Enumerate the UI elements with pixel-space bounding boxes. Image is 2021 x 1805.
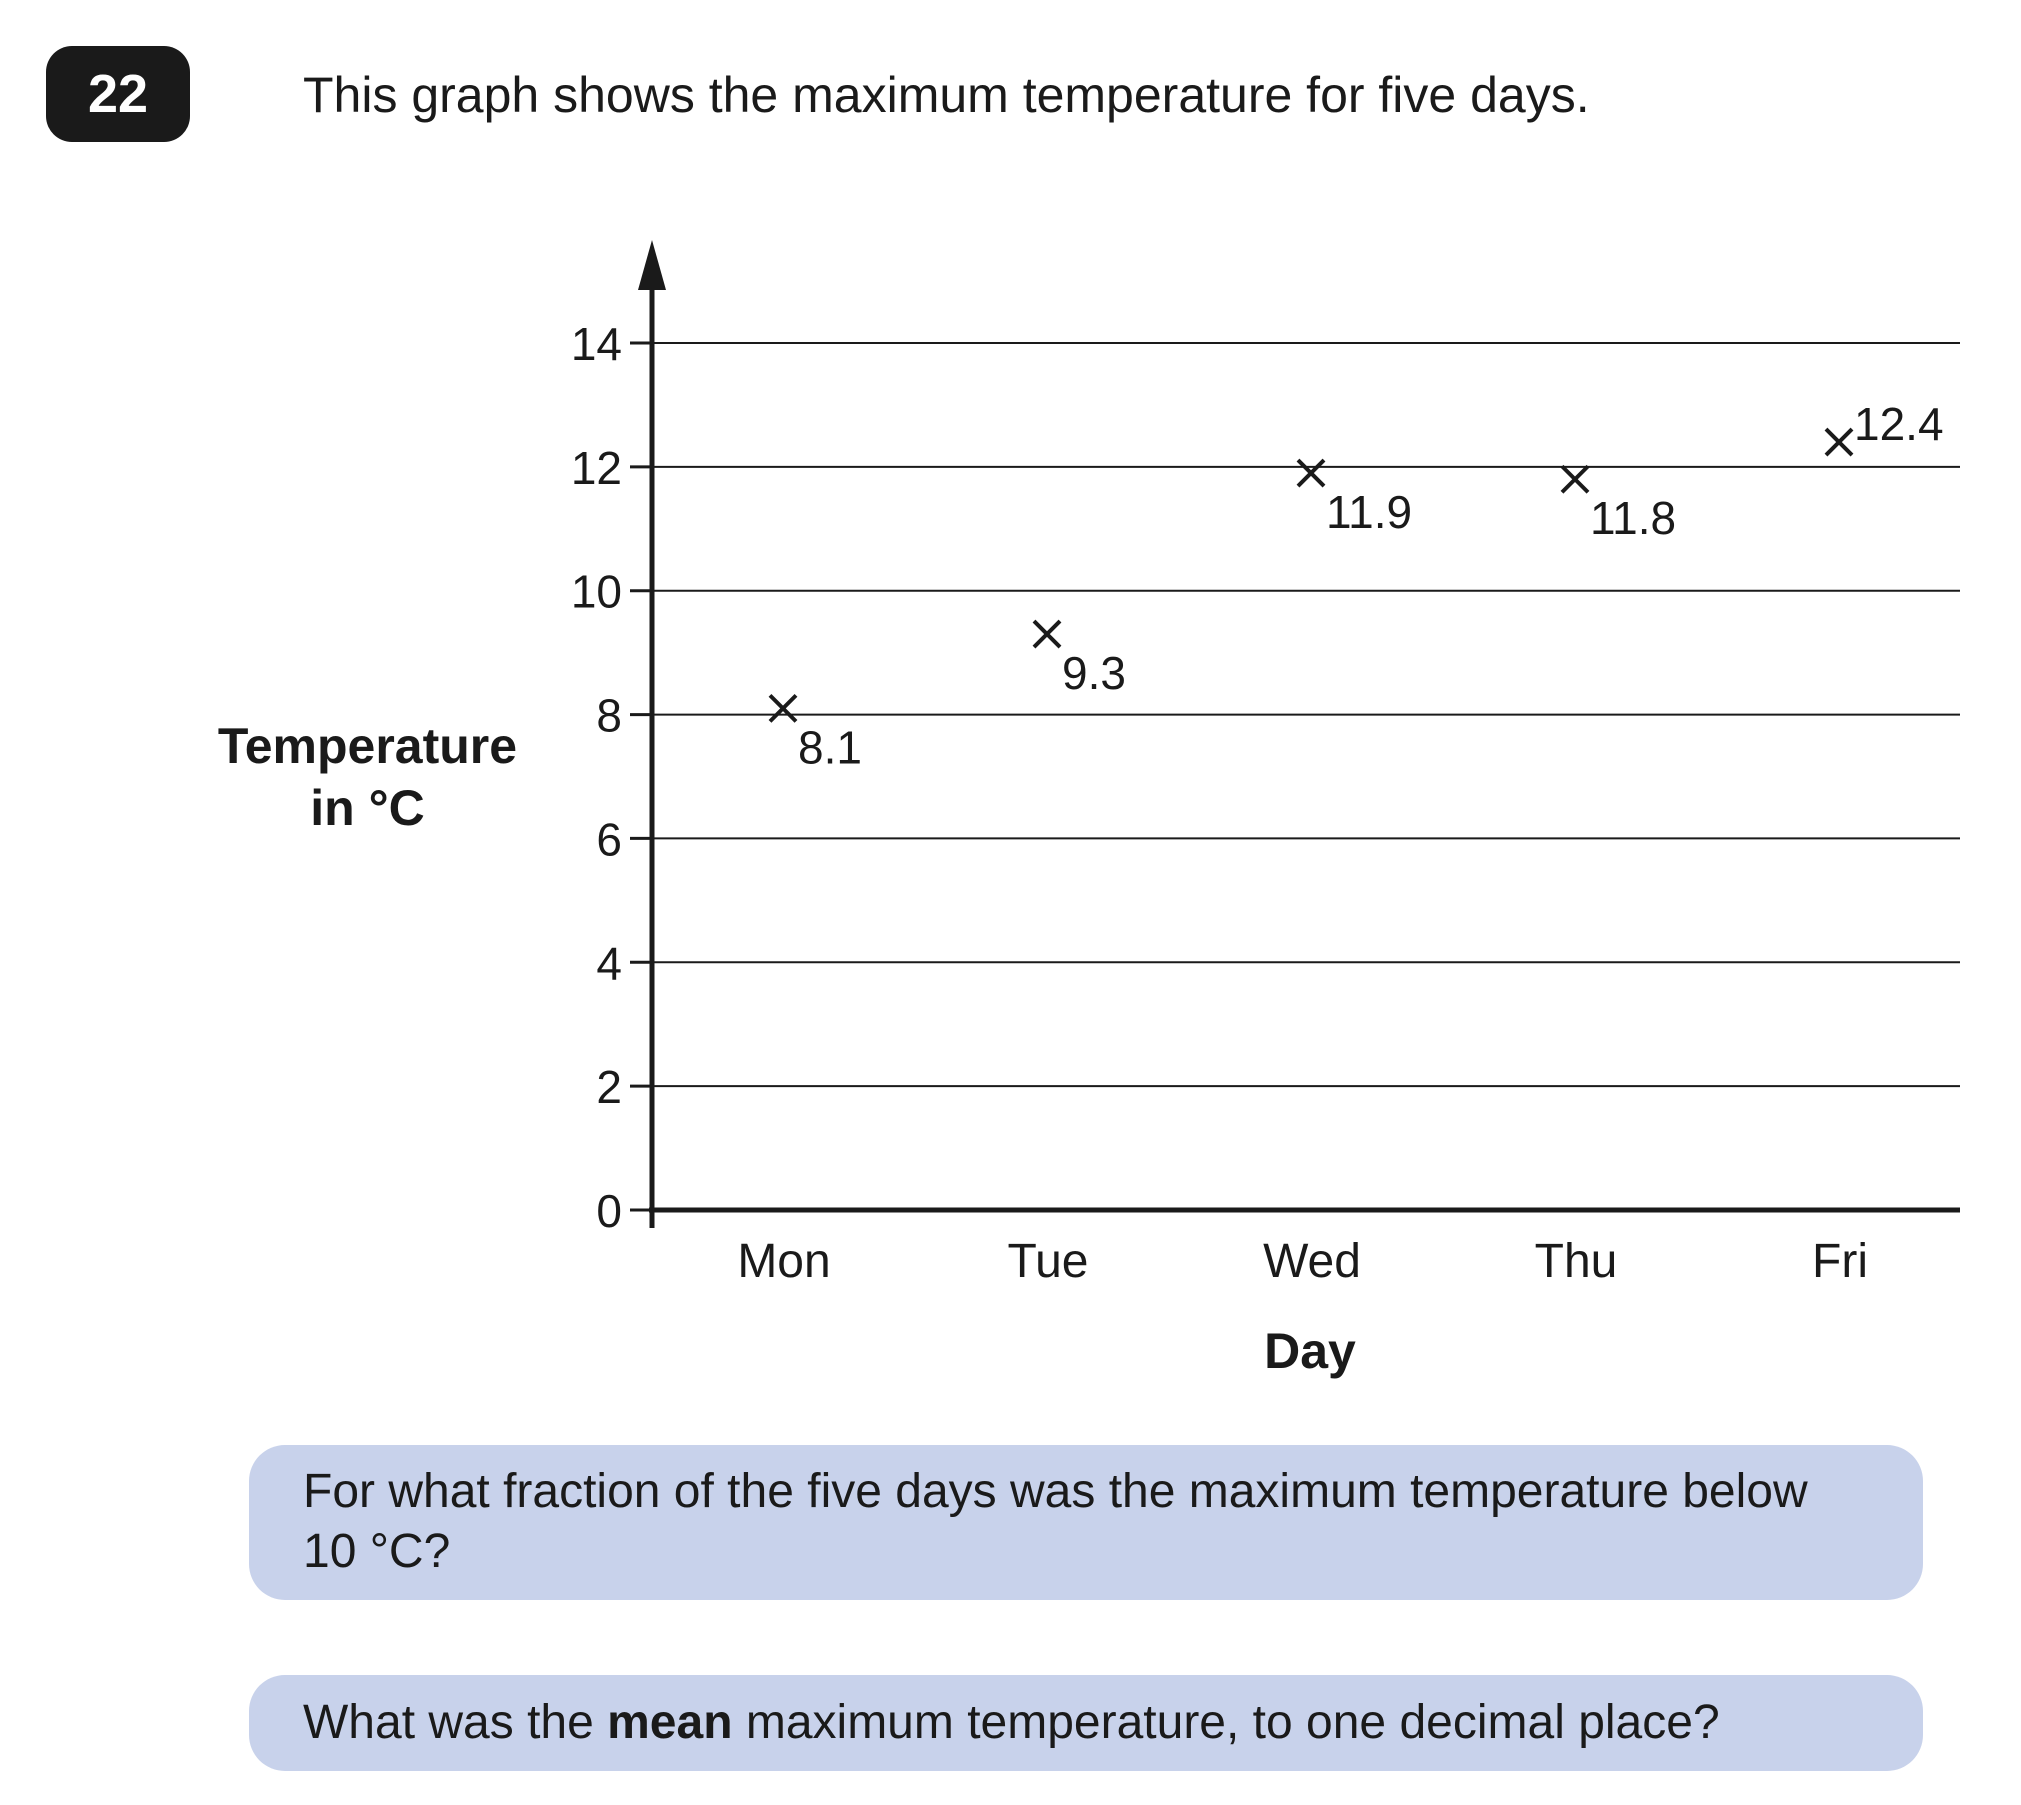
question-part-fraction — [249, 1445, 1923, 1600]
y-axis-label-line2: in °C — [310, 780, 425, 836]
x-tick-label-mon: Mon — [737, 1235, 831, 1288]
x-tick-label-wed: Wed — [1263, 1235, 1361, 1288]
data-label-wed: 11.9 — [1326, 486, 1413, 539]
y-tick-label-14: 14 — [570, 318, 622, 370]
x-tick-label-tue: Tue — [1007, 1235, 1089, 1288]
question-intro: This graph shows the maximum temperature for five days. — [303, 67, 1590, 123]
data-label-tue: 9.3 — [1062, 647, 1126, 700]
y-axis-arrow — [638, 240, 666, 290]
emphasis-mean: mean — [607, 1696, 733, 1749]
data-point-thu — [1562, 466, 1676, 544]
y-tick-label-2: 2 — [596, 1061, 622, 1114]
data-label-fri: 12.4 — [1854, 398, 1944, 451]
data-point-wed — [1298, 460, 1412, 538]
y-tick-label-4: 4 — [596, 937, 622, 990]
y-tick-label-6: 6 — [596, 813, 622, 866]
question-number-badge: 22 — [46, 46, 190, 142]
data-point-fri — [1826, 398, 1944, 455]
data-label-mon: 8.1 — [798, 721, 862, 774]
y-axis-label-line1: Temperature — [217, 718, 518, 774]
y-tick-label-0: 0 — [596, 1185, 622, 1237]
data-point-mon — [770, 695, 862, 773]
y-tick-label-10: 10 — [570, 565, 622, 618]
data-label-thu: 11.8 — [1590, 492, 1677, 545]
y-tick-label-8: 8 — [596, 689, 622, 742]
x-tick-label-fri: Fri — [1812, 1235, 1868, 1288]
question-part-fraction-text: For what fraction of the five days was the maximum temperature below 10 °C? — [303, 1465, 1808, 1578]
y-tick-label-12: 12 — [570, 441, 622, 494]
x-tick-label-thu: Thu — [1534, 1235, 1618, 1288]
x-axis-label: Day — [1264, 1323, 1356, 1379]
question-part-mean — [249, 1675, 1923, 1771]
data-point-tue — [1034, 621, 1126, 699]
y-axis-label — [180, 715, 555, 839]
question-part-mean-text: What was the mean maximum temperature, to one decimal place? — [303, 1696, 1720, 1749]
